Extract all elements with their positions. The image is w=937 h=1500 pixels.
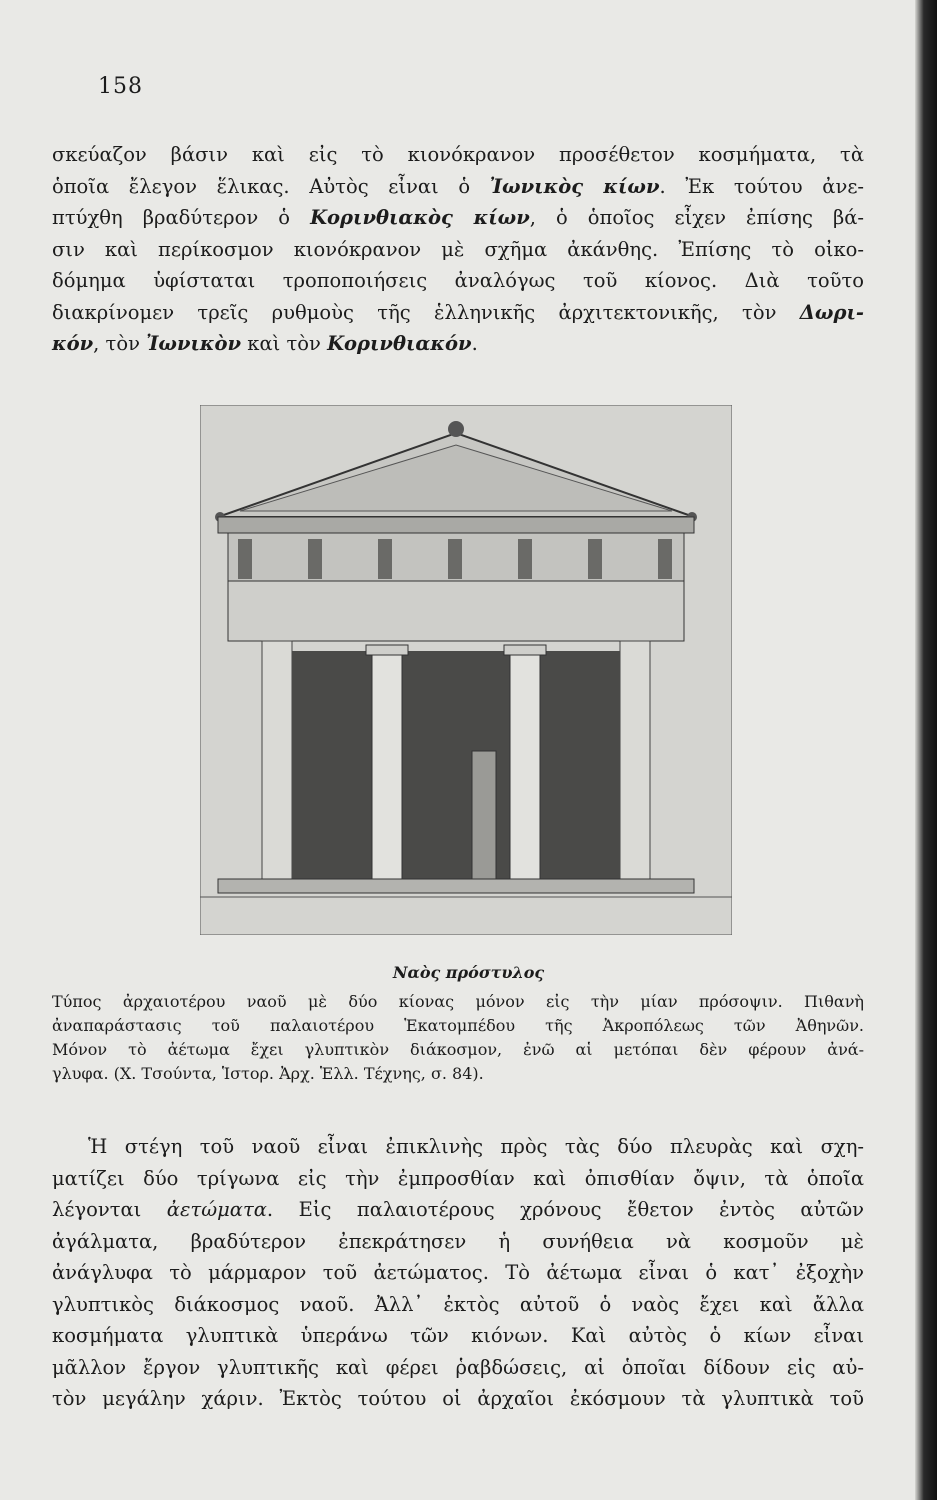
text-line: σιν καὶ περίκοσμον κιονόκρανον μὲ σχῆμα ἀκάνθης. Ἐπίσης τὸ οἰκο- bbox=[52, 237, 864, 261]
text-line: διακρίνομεν τρεῖς ρυθμοὺς τῆς ἑλληνικῆς ἀρχιτεκτονικῆς, τὸν Δωρι- bbox=[52, 300, 864, 324]
text-line: γλυπτικὸς διάκοσμος ναοῦ. Ἀλλ᾽ ἐκτὸς αὐτοῦ ὁ ναὸς ἔχει καὶ ἄλλα bbox=[52, 1292, 864, 1316]
right-anta bbox=[620, 641, 650, 879]
page-number: 158 bbox=[98, 74, 143, 99]
left-anta bbox=[262, 641, 292, 879]
cornice bbox=[218, 517, 694, 533]
acroterion-top bbox=[448, 421, 464, 437]
text-line: λέγονται ἀετώματα. Εἰς παλαιοτέρους χρόνους ἔθετον ἐντὸς αὐτῶν bbox=[52, 1198, 864, 1221]
text-line: ὁποῖα ἔλεγον ἕλικας. Αὐτὸς εἶναι ὁ Ἰωνικὸς κίων. Ἐκ τούτου ἀνε- bbox=[52, 174, 865, 198]
text-line: δόμημα ὑφίσταται τροποποιήσεις ἀναλόγως τοῦ κίονος. Διὰ τοῦτο bbox=[52, 269, 864, 292]
stylobate bbox=[218, 879, 694, 893]
caption-line: γλυφα. (Χ. Τσούντα, Ἱστορ. Ἀρχ. Ἑλλ. Τέχνης, σ. 84). bbox=[52, 1064, 484, 1083]
text-line: κοσμήματα γλυπτικὰ ὑπεράνω τῶν κιόνων. Καὶ αὐτὸς ὁ κίων εἶναι bbox=[52, 1324, 864, 1347]
text-line: μᾶλλον ἔργον γλυπτικῆς καὶ φέρει ῥαβδώσεις, αἱ ὁποῖαι δίδουν εἰς αὐ- bbox=[52, 1355, 864, 1379]
text-line: κόν, τὸν Ἰωνικὸν καὶ τὸν Κορινθιακόν. bbox=[52, 332, 478, 355]
text-line: σκεύαζον βάσιν καὶ εἰς τὸ κιονόκρανον προσέθετον κοσμήματα, τὰ bbox=[52, 143, 864, 166]
cella-door bbox=[472, 751, 496, 879]
text-line: πτύχθη βραδύτερον ὁ Κορινθιακὸς κίων, ὁ ὁποῖος εἶχεν ἐπίσης βά- bbox=[52, 206, 864, 229]
cella-interior bbox=[292, 651, 620, 879]
temple-illustration bbox=[200, 405, 732, 935]
column-right bbox=[510, 653, 540, 879]
bottom-paragraph bbox=[52, 1131, 864, 1415]
text-line: Ἡ στέγη τοῦ ναοῦ εἶναι ἐπικλινὴς πρὸς τὰς δύο πλευρὰς καὶ σχη- bbox=[88, 1135, 864, 1158]
caption-line: ἀναπαράστασις τοῦ παλαιοτέρου Ἑκατομπέδου τῆς Ἀκροπόλεως τῶν Ἀθηνῶν. bbox=[52, 1016, 864, 1035]
text-line: τὸν μεγάλην χάριν. Ἐκτὸς τούτου οἱ ἀρχαῖοι ἐκόσμουν τὰ γλυπτικὰ τοῦ bbox=[52, 1387, 864, 1410]
column-left bbox=[372, 653, 402, 879]
text-line: ἀνάγλυφα τὸ μάρμαρον τοῦ ἀετώματος. Τὸ ἀέτωμα εἶναι ὁ κατ᾽ ἐξοχὴν bbox=[52, 1261, 864, 1284]
architrave bbox=[228, 581, 684, 641]
figure-caption bbox=[52, 990, 864, 1086]
caption-line: Μόνον τὸ ἀέτωμα ἔχει γλυπτικὸν διάκοσμον, ἐνῶ αἱ μετόπαι δὲν φέρουν ἀνά- bbox=[52, 1040, 864, 1059]
page-binding-edge bbox=[915, 0, 937, 1500]
top-paragraph bbox=[52, 139, 864, 360]
caption-line: Τύπος ἀρχαιοτέρου ναοῦ μὲ δύο κίονας μόνον εἰς τὴν μίαν πρόσοψιν. Πιθανὴ bbox=[52, 992, 864, 1011]
text-line: ματίζει δύο τρίγωνα εἰς τὴν ἐμπροσθίαν καὶ ὀπισθίαν ὄψιν, τὰ ὁποῖα bbox=[52, 1166, 864, 1190]
text-line: ἀγάλματα, βραδύτερον ἐπεκράτησεν ἡ συνήθεια νὰ κοσμοῦν μὲ bbox=[52, 1229, 864, 1253]
figure-caption-title: Ναὸς πρόστυλος bbox=[392, 963, 545, 982]
